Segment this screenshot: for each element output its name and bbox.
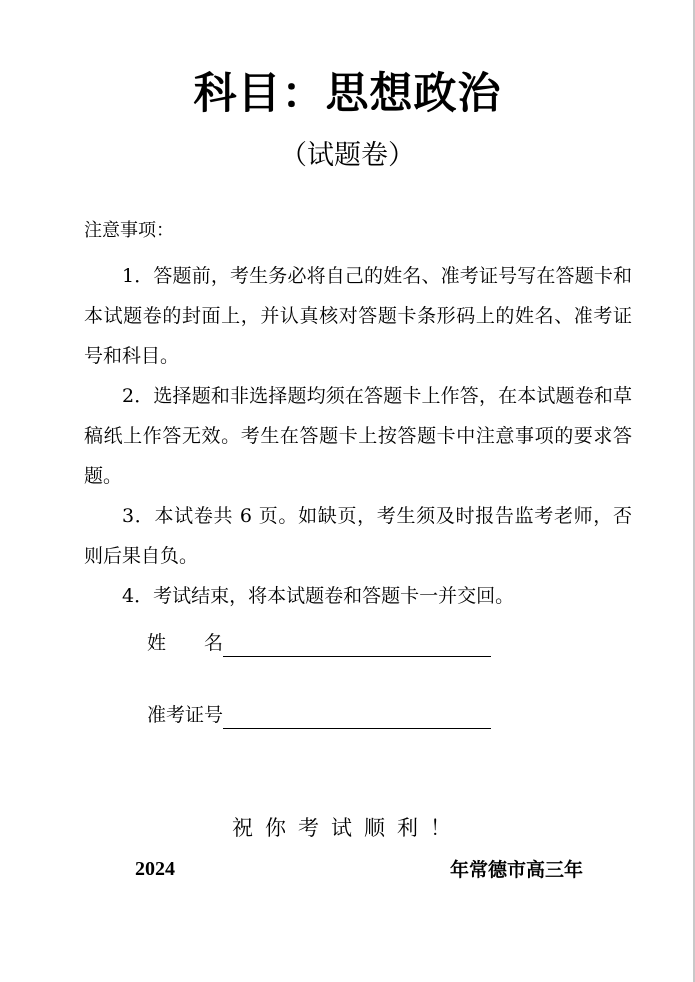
notes-heading: 注意事项：: [84, 220, 174, 241]
good-luck-message: 祝你考试顺利！: [232, 816, 463, 840]
page-subtitle: （试题卷）: [280, 140, 415, 171]
name-blank-line[interactable]: [223, 636, 491, 657]
note-item-4: 4．考试结束，将本试题卷和答题卡一并交回。: [122, 585, 515, 607]
exam-id-field-label: 准考证号: [147, 704, 224, 726]
name-field: [147, 630, 491, 657]
footer-year: 2024: [135, 858, 175, 880]
exam-id-field: [147, 702, 491, 729]
note-item-1: 1．答题前，考生务必将自己的姓名、准考证号写在答题卡和本试题卷的封面上，并认真核对答题卡条形码上的姓名、准考证号和科目。: [84, 265, 632, 367]
page-title: 科目：思想政治: [193, 69, 502, 119]
note-item-3: 3．本试卷共 6 页。如缺页，考生须及时报告监考老师，否则后果自负。: [84, 505, 632, 567]
footer-organization: 年常德市高三年: [450, 859, 584, 881]
note-item-2: 2．选择题和非选择题均须在答题卡上作答，在本试题卷和草稿纸上作答无效。考生在答题卡上按答题卡中注意事项的要求答题。: [84, 385, 632, 487]
name-field-label: 姓 名: [147, 632, 224, 654]
exam-id-blank-line[interactable]: [223, 708, 491, 729]
notes-list: [84, 256, 632, 616]
